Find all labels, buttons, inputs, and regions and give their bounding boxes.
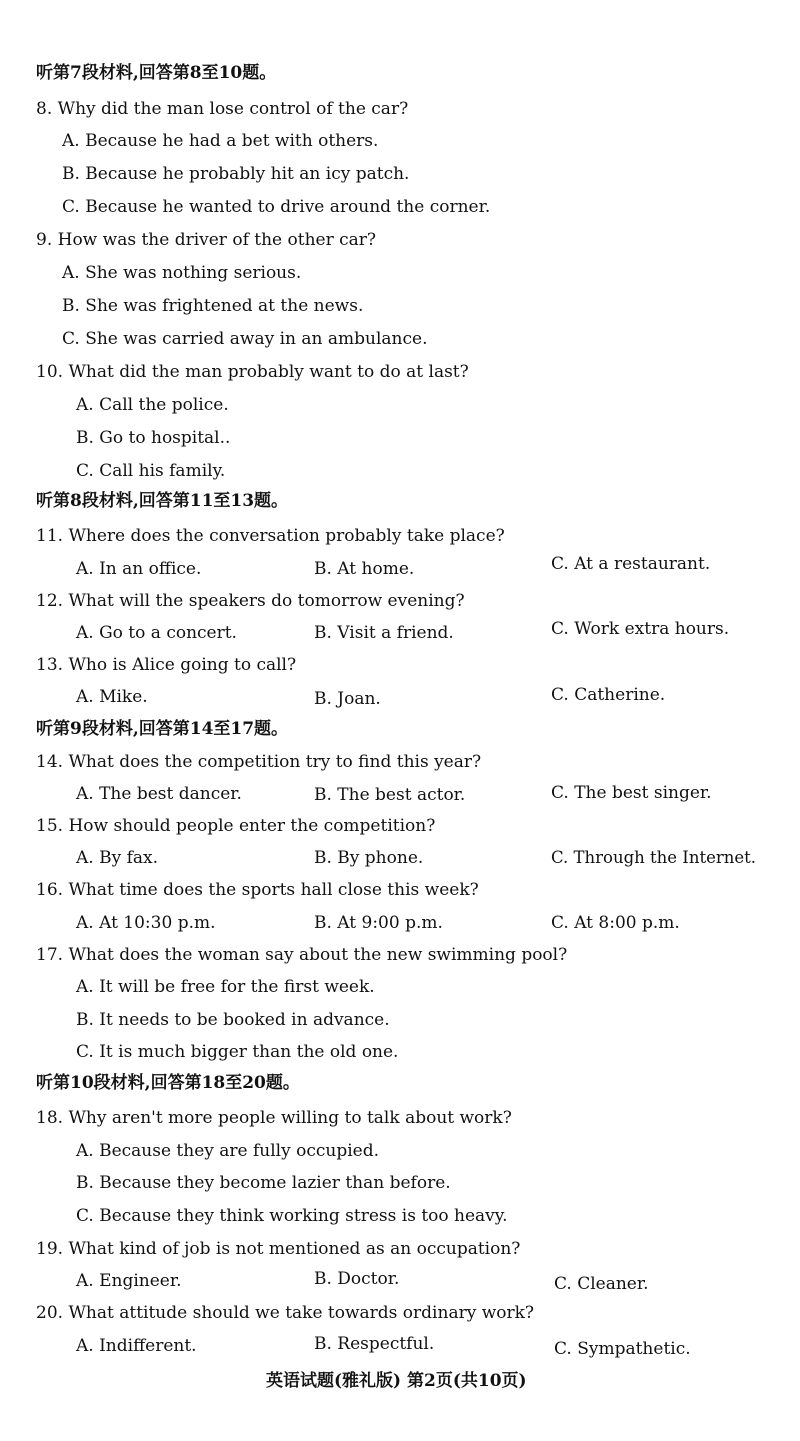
q17-option-a: A. It will be free for the first week. (76, 977, 375, 997)
q13-option-c: C. Catherine. (551, 685, 666, 705)
q19-option-a: A. Engineer. (76, 1271, 182, 1291)
question-20: 20. What attitude should we take towards ordinary work? (36, 1303, 535, 1323)
question-15: 15. How should people enter the competition? (36, 816, 436, 836)
q11-option-c: C. At a restaurant. (551, 554, 711, 574)
question-17: 17. What does the woman say about the new swimming pool? (36, 945, 568, 965)
question-18: 18. Why aren't more people willing to talk about work? (36, 1108, 512, 1128)
q16-option-b: B. At 9:00 p.m. (314, 913, 443, 933)
question-11: 11. Where does the conversation probably take place? (36, 526, 505, 546)
q16-option-c: C. At 8:00 p.m. (551, 913, 680, 933)
question-16: 16. What time does the sports hall close this week? (36, 880, 479, 900)
question-14: 14. What does the competition try to find this year? (36, 752, 482, 772)
q8-option-c: C. Because he wanted to drive around the corner. (62, 197, 491, 217)
question-13: 13. Who is Alice going to call? (36, 655, 297, 675)
q20-option-a: A. Indifferent. (76, 1336, 197, 1356)
q9-option-c: C. She was carried away in an ambulance. (62, 329, 428, 349)
q17-option-c: C. It is much bigger than the old one. (76, 1042, 399, 1062)
section-header: 听第8段材料,回答第11至13题。 (36, 491, 289, 511)
q11-option-a: A. In an office. (76, 559, 202, 579)
question-19: 19. What kind of job is not mentioned as an occupation? (36, 1239, 521, 1259)
question-12: 12. What will the speakers do tomorrow evening? (36, 591, 465, 611)
section-header: 听第7段材料,回答第8至10题。 (36, 63, 277, 83)
section-header: 听第9段材料,回答第14至17题。 (36, 719, 289, 739)
q14-option-b: B. The best actor. (314, 785, 466, 805)
q19-option-c: C. Cleaner. (554, 1274, 649, 1294)
q15-option-c: C. Through the Internet. (551, 848, 757, 867)
q10-option-c: C. Call his family. (76, 461, 226, 481)
q15-option-a: A. By fax. (76, 848, 159, 868)
q9-option-a: A. She was nothing serious. (62, 263, 302, 283)
question-9: 9. How was the driver of the other car? (36, 230, 377, 250)
page-footer: 英语试题(雅礼版) 第2页(共10页) (266, 1371, 527, 1391)
q18-option-c: C. Because they think working stress is too heavy. (76, 1206, 508, 1226)
q12-option-c: C. Work extra hours. (551, 619, 730, 639)
q10-option-b: B. Go to hospital.. (76, 428, 231, 448)
question-8: 8. Why did the man lose control of the car? (36, 99, 409, 119)
q19-option-b: B. Doctor. (314, 1269, 400, 1289)
q8-option-a: A. Because he had a bet with others. (62, 131, 379, 151)
question-10: 10. What did the man probably want to do at last? (36, 362, 469, 382)
q12-option-a: A. Go to a concert. (76, 623, 237, 643)
q17-option-b: B. It needs to be booked in advance. (76, 1010, 390, 1030)
q16-option-a: A. At 10:30 p.m. (76, 913, 216, 933)
q11-option-b: B. At home. (314, 559, 415, 579)
q14-option-c: C. The best singer. (551, 783, 712, 803)
q10-option-a: A. Call the police. (76, 395, 229, 415)
q8-option-b: B. Because he probably hit an icy patch. (62, 164, 410, 184)
q13-option-a: A. Mike. (76, 687, 148, 707)
q12-option-b: B. Visit a friend. (314, 623, 454, 643)
q15-option-b: B. By phone. (314, 848, 424, 868)
q18-option-b: B. Because they become lazier than before. (76, 1173, 451, 1193)
q18-option-a: A. Because they are fully occupied. (76, 1141, 380, 1161)
q20-option-c: C. Sympathetic. (554, 1339, 691, 1359)
q9-option-b: B. She was frightened at the news. (62, 296, 364, 316)
q13-option-b: B. Joan. (314, 689, 381, 709)
q20-option-b: B. Respectful. (314, 1334, 435, 1354)
q14-option-a: A. The best dancer. (76, 784, 242, 804)
section-header: 听第10段材料,回答第18至20题。 (36, 1073, 300, 1093)
